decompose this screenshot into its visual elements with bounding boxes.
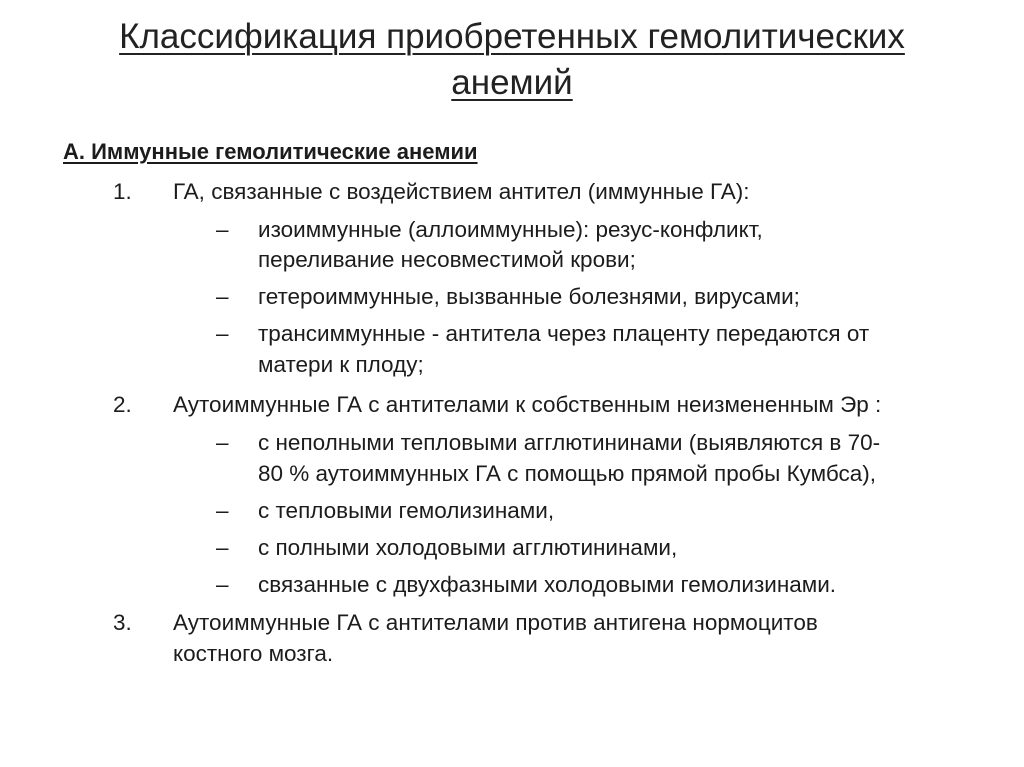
list-item-text: костного мозга. xyxy=(173,641,334,666)
dash-bullet: – xyxy=(216,535,229,560)
item-number: 1. xyxy=(113,179,132,204)
item-number: 2. xyxy=(113,392,132,417)
sub-item-text: изоиммунные (аллоиммунные): резус-конфликт, xyxy=(258,217,763,242)
sub-item-text: переливание несовместимой крови; xyxy=(258,247,636,272)
sub-item-text: 80 % аутоиммунных ГА с помощью прямой пробы Кумбса), xyxy=(258,461,877,486)
dash-bullet: – xyxy=(216,321,229,346)
dash-bullet: – xyxy=(216,284,229,309)
sub-item-text: трансиммунные - антитела через плаценту передаются от xyxy=(258,321,870,346)
item-number: 3. xyxy=(113,610,132,635)
list-item-text: ГА, связанные с воздействием антител (иммунные ГА): xyxy=(173,179,750,204)
sub-item-text: с полными холодовыми агглютининами, xyxy=(258,535,678,560)
slide-title xyxy=(40,14,984,106)
dash-bullet: – xyxy=(216,217,229,242)
list-item-text: Аутоиммунные ГА с антителами против антигена нормоцитов xyxy=(173,610,818,635)
dash-bullet: – xyxy=(216,430,229,455)
slide-title-line-2: анемий xyxy=(451,63,573,102)
dash-bullet: – xyxy=(216,498,229,523)
sub-item-text: гетероиммунные, вызванные болезнями, вирусами; xyxy=(258,284,800,309)
list-item-text: Аутоиммунные ГА с антителами к собственным неизмененным Эр : xyxy=(173,392,882,417)
section-heading: А. Иммунные гемолитические анемии xyxy=(63,139,478,164)
sub-item-text: с тепловыми гемолизинами, xyxy=(258,498,555,523)
slide-title-line-1: Классификация приобретенных гемолитических xyxy=(119,17,905,56)
dash-bullet: – xyxy=(216,572,229,597)
sub-item-text: связанные с двухфазными холодовыми гемолизинами. xyxy=(258,572,837,597)
sub-item-text: матери к плоду; xyxy=(258,352,424,377)
sub-item-text: с неполными тепловыми агглютининами (выявляются в 70- xyxy=(258,430,881,455)
